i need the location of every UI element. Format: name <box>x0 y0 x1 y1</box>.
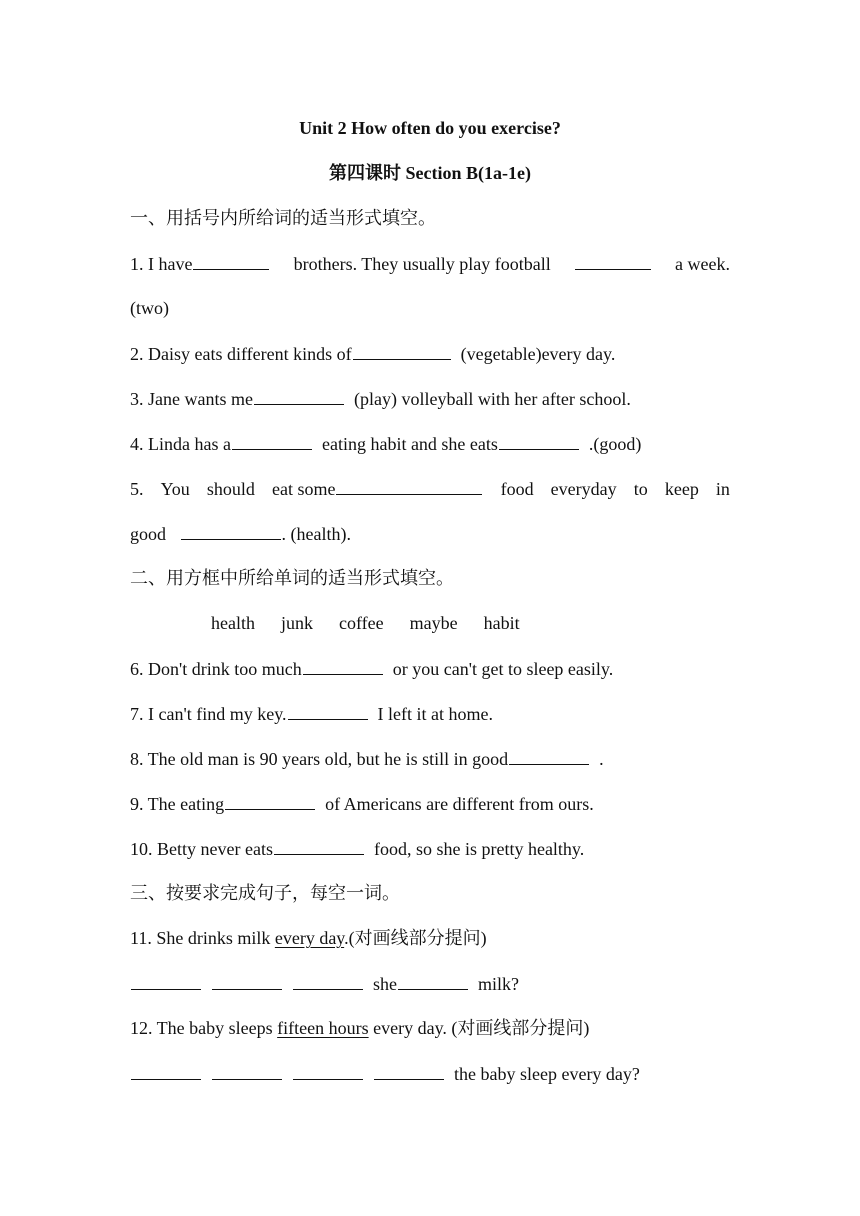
q4-text-b: eating habit and she eats <box>321 434 498 454</box>
q6-text-a: 6. Don't drink too much <box>130 659 302 679</box>
q5-word: eat some <box>272 479 336 499</box>
q1-hint: (two) <box>130 298 169 318</box>
q5-word: keep <box>664 479 699 499</box>
question-3 <box>130 386 730 411</box>
a12-text-a: the baby sleep every day? <box>454 1064 640 1084</box>
section-3-heading: 三、按要求完成句子，每空一词。 <box>130 883 400 903</box>
q8-text-a: 8. The old man is 90 years old, but he is still in good <box>130 749 509 769</box>
answer-blank[interactable] <box>499 431 579 450</box>
q10-text-a: 10. Betty never eats <box>130 839 273 859</box>
answer-blank[interactable] <box>131 1061 201 1080</box>
q12-text-b: every day. (对画线部分提问) <box>368 1018 590 1038</box>
answer-blank[interactable] <box>181 521 281 540</box>
q2-text-a: 2. Daisy eats different kinds of <box>130 344 352 364</box>
q1-text-c: a week. <box>675 254 730 274</box>
q9-text-b: of Americans are different from ours. <box>325 794 594 814</box>
q5-word: food <box>500 479 534 499</box>
answer-blank[interactable] <box>575 251 651 270</box>
q5-text-d: good <box>130 524 166 544</box>
q5-word: should <box>206 479 255 499</box>
answer-blank[interactable] <box>353 341 451 360</box>
answer-blank[interactable] <box>293 1061 363 1080</box>
question-11 <box>130 926 730 950</box>
answer-blank[interactable] <box>336 476 482 495</box>
page-subtitle: 第四课时 Section B(1a-1e) <box>329 163 531 183</box>
q9-text-a: 9. The eating <box>130 794 225 814</box>
answer-blank[interactable] <box>193 251 269 270</box>
answer-blank[interactable] <box>274 836 364 855</box>
q3-text-a: 3. Jane wants me <box>130 389 253 409</box>
a11-text-a: she <box>373 974 397 994</box>
section-2-heading: 二、用方框中所给单词的适当形式填空。 <box>130 568 454 588</box>
question-10 <box>130 836 730 861</box>
q5-word: to <box>633 479 648 499</box>
q5-word: in <box>715 479 730 499</box>
answer-line-12 <box>130 1061 730 1086</box>
question-5-cont <box>130 521 730 546</box>
q12-underlined: fifteen hours <box>277 1018 369 1038</box>
answer-line-11 <box>130 971 730 996</box>
q5-word: 5. <box>130 479 144 499</box>
a11-text-b: milk? <box>478 974 519 994</box>
answer-blank[interactable] <box>398 971 468 990</box>
word-box-item: junk <box>280 613 313 633</box>
question-2 <box>130 341 730 366</box>
q4-text-c: .(good) <box>588 434 642 454</box>
word-box-item: maybe <box>409 613 458 633</box>
answer-blank[interactable] <box>212 1061 282 1080</box>
question-4 <box>130 431 730 456</box>
question-1 <box>130 251 730 276</box>
answer-blank[interactable] <box>374 1061 444 1080</box>
question-8 <box>130 746 730 771</box>
page-title: Unit 2 How often do you exercise? <box>299 118 561 138</box>
answer-blank[interactable] <box>232 431 312 450</box>
question-5 <box>130 476 730 501</box>
q7-text-b: I left it at home. <box>377 704 494 724</box>
question-12 <box>130 1016 730 1040</box>
answer-blank[interactable] <box>288 701 368 720</box>
answer-blank[interactable] <box>509 746 589 765</box>
q8-text-b: . <box>599 749 604 769</box>
q11-underlined: every day <box>274 928 345 948</box>
answer-blank[interactable] <box>254 386 344 405</box>
q7-text-a: 7. I can't find my key. <box>130 704 287 724</box>
q11-text-b: .(对画线部分提问) <box>344 928 487 948</box>
q12-text-a: 12. The baby sleeps <box>130 1018 278 1038</box>
section-1-heading: 一、用括号内所给词的适当形式填空。 <box>130 208 436 228</box>
q5-word: everyday <box>550 479 617 499</box>
q10-text-b: food, so she is pretty healthy. <box>373 839 585 859</box>
answer-blank[interactable] <box>293 971 363 990</box>
question-6 <box>130 656 730 681</box>
word-box-item: coffee <box>339 613 384 633</box>
word-box <box>211 611 730 635</box>
q1-text-b: brothers. They usually play football <box>293 254 551 274</box>
q2-text-b: (vegetable)every day. <box>460 344 616 364</box>
q5-word: You <box>160 479 190 499</box>
word-box-item: habit <box>483 613 520 633</box>
answer-blank[interactable] <box>131 971 201 990</box>
answer-blank[interactable] <box>225 791 315 810</box>
q3-text-b: (play) volleyball with her after school. <box>353 389 631 409</box>
question-7 <box>130 701 730 726</box>
q11-text-a: 11. She drinks milk <box>130 928 275 948</box>
q1-text-a: 1. I have <box>130 254 193 274</box>
answer-blank[interactable] <box>303 656 383 675</box>
answer-blank[interactable] <box>212 971 282 990</box>
word-box-item: health <box>211 613 255 633</box>
question-9 <box>130 791 730 816</box>
q6-text-b: or you can't get to sleep easily. <box>392 659 614 679</box>
q5-text-e: . (health). <box>281 524 351 544</box>
q4-text-a: 4. Linda has a <box>130 434 231 454</box>
